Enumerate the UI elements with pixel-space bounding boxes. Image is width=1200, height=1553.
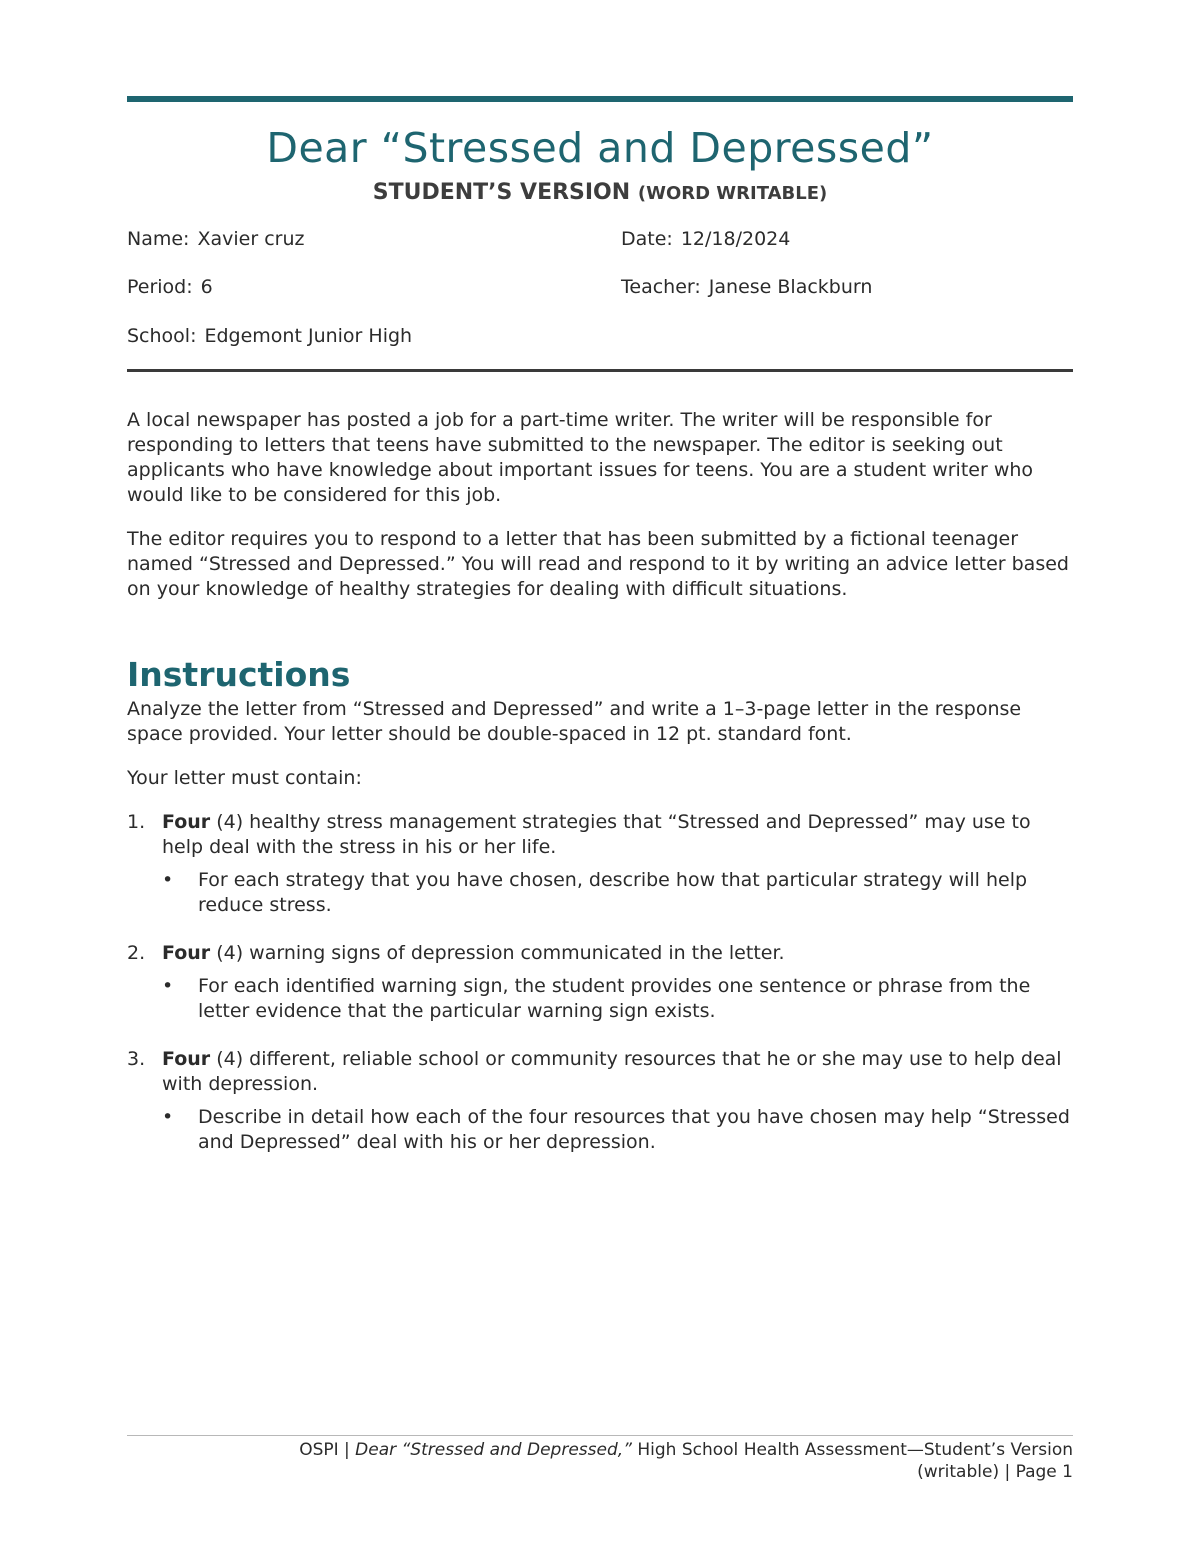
must-contain-text: Your letter must contain:	[127, 767, 362, 789]
requirement-item	[127, 941, 1073, 1024]
period-label: Period:	[127, 276, 193, 298]
teacher-label: Teacher:	[621, 276, 701, 298]
sub-list-item	[162, 868, 1073, 918]
school-field	[127, 324, 412, 348]
requirement-item	[127, 1047, 1073, 1155]
requirement-text: (4) healthy stress management strategies that “Stressed and Depressed” may use to help deal with the stress in his or her life.	[162, 811, 1031, 858]
requirement-bold: Four	[162, 942, 211, 964]
intro-paragraph-1: A local newspaper has posted a job for a part-time writer. The writer will be responsible for responding to letters that teens have submitted to the newspaper. The editor is seeking out applicants who have knowledge about important issues for teens. You are a student writer who would like to be considered for this job.	[127, 409, 1034, 506]
period-value[interactable]: 6	[200, 276, 213, 298]
requirement-bold: Four	[162, 811, 211, 833]
student-info-fields	[127, 227, 1073, 357]
instructions-text: Analyze the letter from “Stressed and Depressed” and write a 1–3-page letter in the response space provided. Your letter should be double-spaced in 12 pt. standard font.	[127, 698, 1022, 745]
document-subtitle	[127, 178, 1073, 209]
bullet-icon: •	[162, 869, 174, 891]
sub-list-item	[162, 1105, 1073, 1155]
subtitle-paren: (WORD WRITABLE)	[637, 183, 828, 204]
sub-item-text: For each strategy that you have chosen, describe how that particular strategy will help reduce stress.	[198, 869, 1028, 916]
instructions-heading: Instructions	[127, 655, 351, 694]
name-label: Name:	[127, 228, 190, 250]
footer-rest: High School Health Assessment—Student’s Version	[631, 1440, 1073, 1460]
page-footer	[127, 1435, 1073, 1483]
section-divider	[127, 369, 1073, 372]
requirement-item	[127, 810, 1073, 918]
name-value[interactable]: Xavier cruz	[197, 228, 305, 250]
bullet-icon: •	[162, 1106, 174, 1128]
footer-line-2: (writable) | Page 1	[917, 1462, 1073, 1482]
requirement-number: 1.	[127, 811, 146, 833]
sub-item-text: Describe in detail how each of the four resources that you have chosen may help “Stressed and Depressed” deal with his or her depression.	[198, 1106, 1070, 1153]
teacher-field	[621, 275, 872, 299]
footer-line-1	[127, 1439, 1073, 1461]
top-rule	[127, 96, 1073, 102]
intro-paragraph-2: The editor requires you to respond to a letter that has been submitted by a fictional teenager named “Stressed and Depressed.” You will read and respond to it by writing an advice letter based on your knowledge of healthy strategies for dealing with difficult situations.	[127, 528, 1069, 600]
date-label: Date:	[621, 228, 673, 250]
bullet-icon: •	[162, 975, 174, 997]
sub-list	[162, 868, 1073, 918]
subtitle-main: STUDENT’S VERSION	[372, 180, 631, 205]
sub-list	[162, 974, 1073, 1024]
date-value[interactable]: 12/18/2024	[680, 228, 791, 250]
sub-list	[162, 1105, 1073, 1155]
name-field	[127, 227, 304, 251]
requirement-text: (4) different, reliable school or community resources that he or she may use to help deal with depression.	[162, 1048, 1062, 1095]
requirement-bold: Four	[162, 1048, 211, 1070]
requirement-number: 3.	[127, 1048, 146, 1070]
footer-org: OSPI |	[299, 1440, 356, 1460]
date-field	[621, 227, 790, 251]
footer-italic-title: Dear “Stressed and Depressed,”	[355, 1440, 632, 1460]
document-page	[127, 96, 1073, 1178]
requirement-number: 2.	[127, 942, 146, 964]
teacher-value[interactable]: Janese Blackburn	[708, 276, 873, 298]
school-value[interactable]: Edgemont Junior High	[204, 325, 413, 347]
period-field	[127, 275, 213, 299]
requirements-list	[127, 810, 1073, 1155]
document-title: Dear “Stressed and Depressed”	[266, 124, 934, 172]
requirement-text: (4) warning signs of depression communicated in the letter.	[210, 942, 785, 964]
sub-list-item	[162, 974, 1073, 1024]
sub-item-text: For each identified warning sign, the student provides one sentence or phrase from the letter evidence that the particular warning sign exists.	[198, 975, 1031, 1022]
school-label: School:	[127, 325, 197, 347]
